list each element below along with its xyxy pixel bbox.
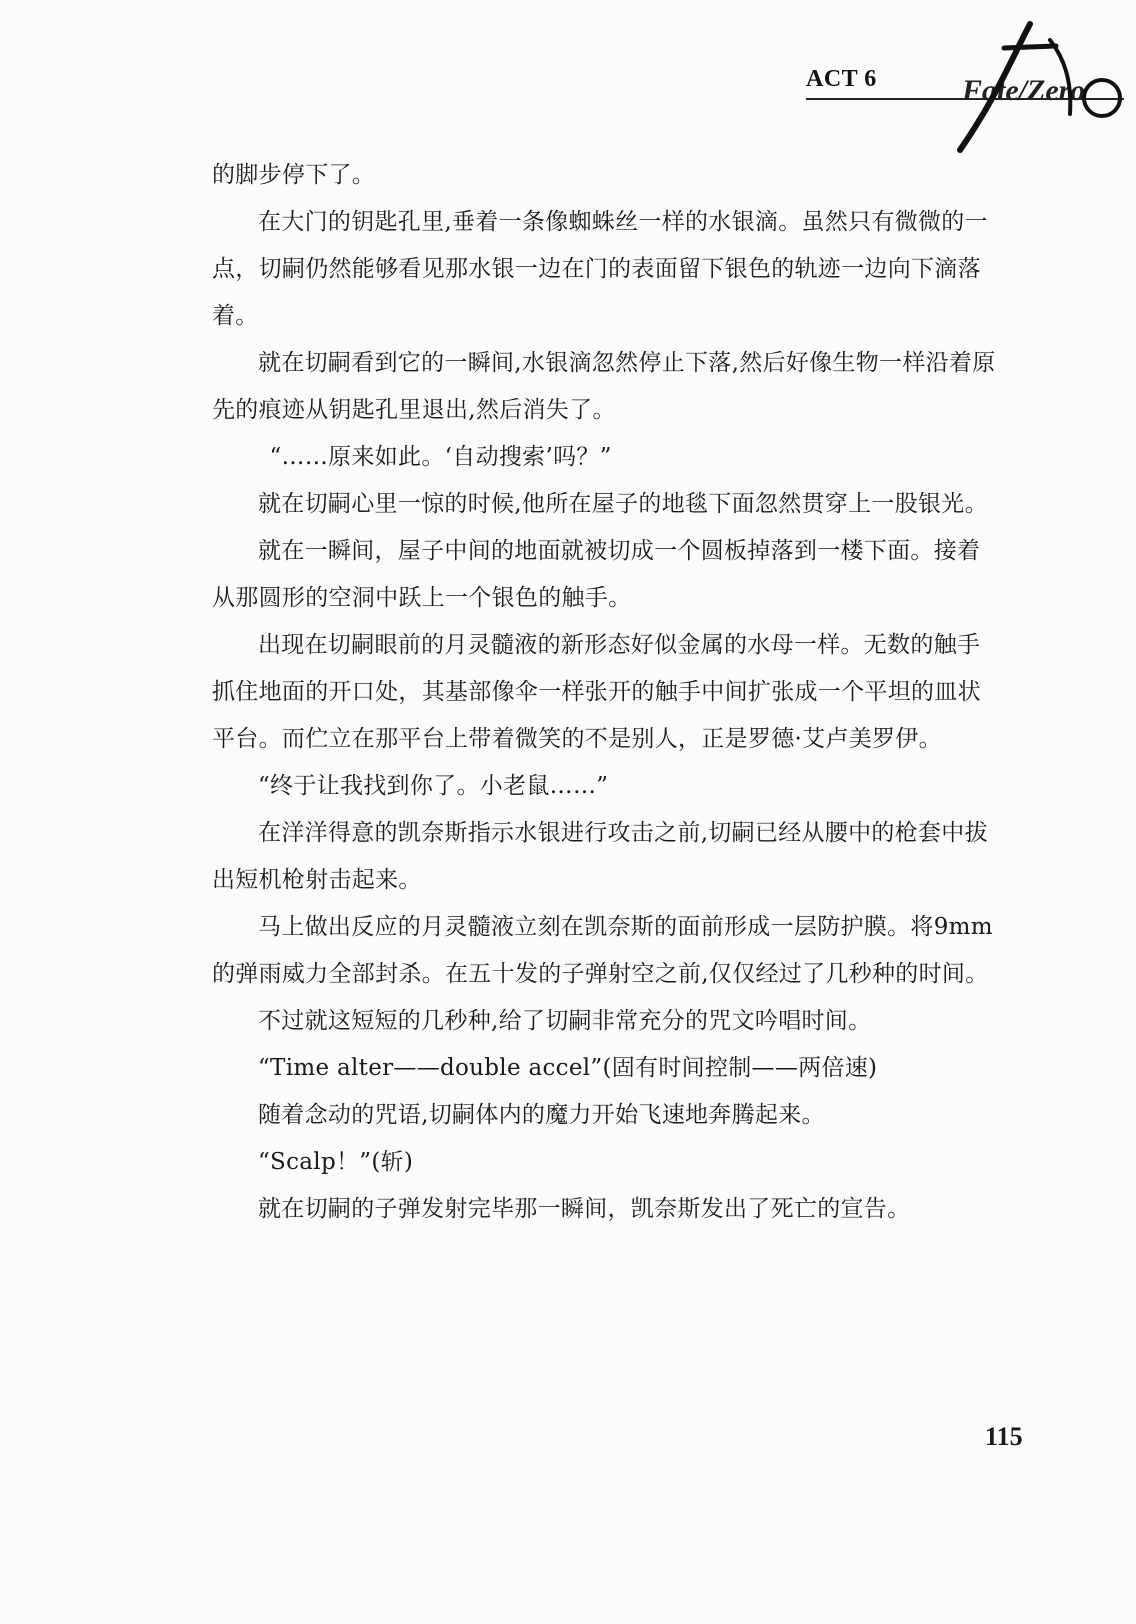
- paragraph: 不过就这短短的几秒种,给了切嗣非常充分的咒文吟唱时间。: [258, 1008, 872, 1034]
- dialogue-paragraph: “……原来如此。‘自动搜索’吗？”: [269, 444, 612, 470]
- paragraph: 就在切嗣的子弹发射完毕那一瞬间，凯奈斯发出了死亡的宣告。: [258, 1196, 911, 1222]
- paragraph: 就在一瞬间，屋子中间的地面就被切成一个圆板掉落到一楼下面。接着从那圆形的空洞中跃上一个银色的触手。: [212, 538, 981, 611]
- dialogue-paragraph: “Scalp！”(斩): [258, 1149, 414, 1175]
- page-body-text: [212, 152, 1002, 1233]
- logo-lettering: Fate/Zero: [962, 74, 1086, 107]
- running-header: [0, 0, 1136, 160]
- dialogue-paragraph: “终于让我找到你了。小老鼠……”: [258, 773, 609, 799]
- paragraph: 在洋洋得意的凯奈斯指示水银进行攻击之前,切嗣已经从腰中的枪套中拔出短机枪射击起来。: [212, 820, 988, 893]
- paragraph: 出现在切嗣眼前的月灵髓液的新形态好似金属的水母一样。无数的触手抓住地面的开口处，其基部像伞一样张开的触手中间扩张成一个平坦的皿状平台。而伫立在那平台上带着微笑的不是别人，正是罗德·艾卢美罗伊。: [212, 632, 981, 752]
- fate-zero-logo-icon: [952, 18, 1136, 158]
- paragraph: 随着念动的咒语,切嗣体内的魔力开始飞速地奔腾起来。: [258, 1102, 825, 1128]
- dialogue-paragraph: “Time alter——double accel”(固有时间控制——两倍速): [258, 1055, 878, 1081]
- act-label: ACT 6: [806, 66, 877, 92]
- paragraph: 在大门的钥匙孔里,垂着一条像蜘蛛丝一样的水银滴。虽然只有微微的一点，切嗣仍然能够看见那水银一边在门的表面留下银色的轨迹一边向下滴落着。: [212, 209, 988, 329]
- paragraph: 的脚步停下了。: [212, 162, 376, 188]
- paragraph: 就在切嗣心里一惊的时候,他所在屋子的地毯下面忽然贯穿上一股银光。: [258, 491, 988, 517]
- paragraph: 马上做出反应的月灵髓液立刻在凯奈斯的面前形成一层防护膜。将9mm的弹雨威力全部封杀。在五十发的子弹射空之前,仅仅经过了几秒种的时间。: [212, 914, 993, 987]
- page-number: 115: [985, 1422, 1023, 1451]
- paragraph: 就在切嗣看到它的一瞬间,水银滴忽然停止下落,然后好像生物一样沿着原先的痕迹从钥匙孔里退出,然后消失了。: [212, 350, 996, 423]
